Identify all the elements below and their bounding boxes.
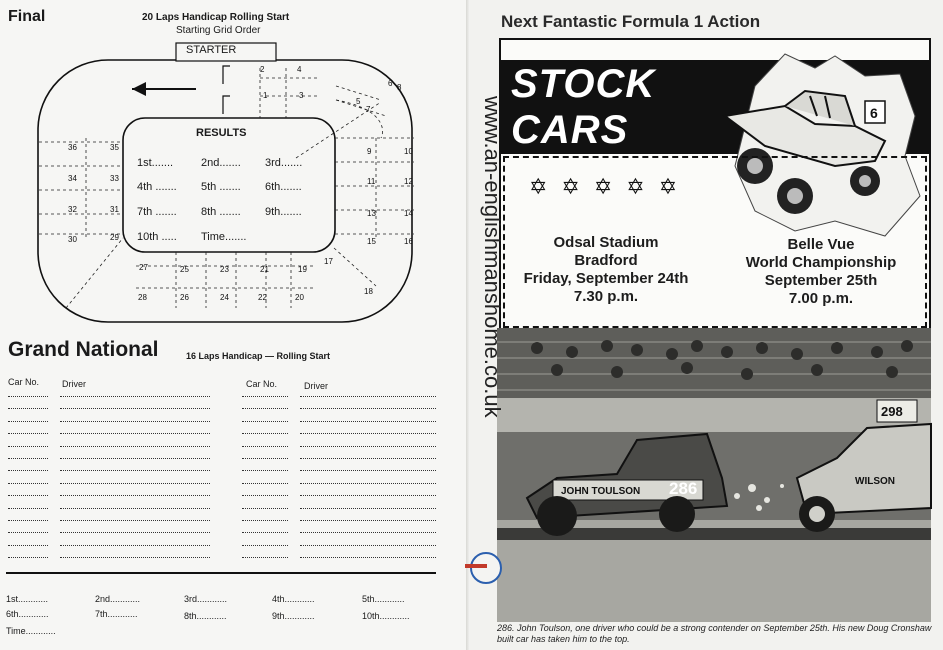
entry-line (242, 483, 288, 484)
grid-num: 29 (110, 233, 119, 242)
watermark-logo-flag-icon (465, 564, 487, 568)
entry-line (8, 483, 48, 484)
grid-num: 32 (68, 205, 77, 214)
entry-line (300, 458, 436, 459)
photo-caption: 286. John Toulson, one driver who could be a strong contender on September 25th. His new Doug Cronshaw built car has taken him to the top. (497, 623, 932, 644)
grid-num: 8 (397, 83, 402, 92)
grid-num: 15 (367, 237, 376, 246)
gn-result-5th: 5th............ (362, 594, 405, 604)
col-car-no-right: Car No. (246, 379, 278, 389)
grid-num: 6 (388, 79, 393, 88)
entry-line (242, 421, 288, 422)
entry-line (8, 458, 48, 459)
venue-bellevue-line3: September 25th (764, 272, 878, 289)
final-result-6th: 6th....... (265, 181, 302, 193)
entry-line (242, 446, 288, 447)
entry-line (300, 433, 436, 434)
entry-line (60, 545, 210, 546)
entry-line (242, 470, 288, 471)
entry-line (60, 483, 210, 484)
race-photo (497, 328, 931, 622)
entry-line (8, 421, 48, 422)
gn-result-4th: 4th............ (272, 594, 315, 604)
grid-num: 26 (180, 293, 189, 302)
stock-cars-poster (499, 38, 931, 332)
entry-line (8, 545, 48, 546)
entry-line (8, 433, 48, 434)
entry-line (8, 396, 48, 397)
gn-result-9th: 9th............ (272, 611, 315, 621)
entry-line (242, 557, 288, 558)
grid-num: 7 (366, 105, 371, 114)
grid-num: 34 (68, 174, 77, 183)
gn-result-2nd: 2nd............ (95, 594, 141, 604)
entry-line (8, 532, 48, 533)
entry-line (60, 446, 210, 447)
grid-num: 16 (404, 237, 413, 246)
entry-line (60, 470, 210, 471)
entry-line (60, 433, 210, 434)
photo-car-number: 286 (669, 479, 698, 498)
grid-num: 35 (110, 143, 119, 152)
grid-num: 3 (299, 91, 304, 100)
gn-result-6th: 6th............ (6, 609, 49, 619)
final-result-2nd: 2nd....... (201, 157, 241, 169)
entry-line (300, 408, 436, 409)
final-result-9th: 9th....... (265, 206, 302, 218)
venue-bellevue-line4: 7.00 p.m. (788, 290, 854, 307)
grid-num: 11 (367, 177, 376, 186)
next-action-heading: Next Fantastic Formula 1 Action (501, 12, 761, 31)
star-icon-row: ✡✡✡✡✡ (529, 174, 692, 199)
grid-num: 28 (138, 293, 147, 302)
entry-line (242, 408, 288, 409)
grid-num: 33 (110, 174, 119, 183)
entry-line (60, 557, 210, 558)
venue-odsal-line4: 7.30 p.m. (573, 288, 639, 305)
entry-line (60, 495, 210, 496)
entry-line (8, 495, 48, 496)
grid-num: 30 (68, 235, 77, 244)
final-subtitle: 20 Laps Handicap Rolling Start (142, 12, 290, 23)
venue-odsal-line2: Bradford (574, 252, 638, 269)
entry-line (60, 508, 210, 509)
entry-line (300, 446, 436, 447)
entry-line (8, 520, 48, 521)
grid-num: 10 (404, 147, 413, 156)
left-page (0, 0, 470, 650)
venue-odsal (511, 234, 701, 306)
entry-line (8, 446, 48, 447)
grid-num: 21 (260, 265, 269, 274)
entry-line (300, 483, 436, 484)
entry-line (60, 396, 210, 397)
entry-line (300, 396, 436, 397)
grid-num: 13 (367, 209, 376, 218)
grid-num: 14 (404, 209, 413, 218)
venue-bellevue-line1: Belle Vue (787, 236, 855, 253)
grid-num: 20 (295, 293, 304, 302)
entry-line (242, 495, 288, 496)
entry-line (60, 520, 210, 521)
entry-line (242, 545, 288, 546)
photo-rear-car-number: 298 (881, 404, 903, 419)
photo-sponsor: WILSON (855, 476, 895, 487)
grid-num: 31 (110, 205, 119, 214)
col-car-no-left: Car No. (8, 377, 40, 387)
grand-national-subtitle: 16 Laps Handicap — Rolling Start (186, 351, 331, 361)
col-driver-right: Driver (304, 381, 328, 391)
watermark-logo-icon (470, 552, 502, 584)
website-watermark (480, 96, 505, 536)
grid-num: 12 (404, 177, 413, 186)
poster-car-number: 6 (870, 105, 878, 121)
entry-line (242, 433, 288, 434)
gn-result-3rd: 3rd............ (184, 594, 228, 604)
entry-line (242, 520, 288, 521)
entry-line (242, 458, 288, 459)
grid-num: 1 (263, 91, 268, 100)
grid-num: 4 (297, 65, 302, 74)
final-result-time: Time....... (201, 231, 247, 243)
entry-line (60, 532, 210, 533)
final-result-10th: 10th ..... (137, 231, 177, 243)
results-label: RESULTS (196, 127, 247, 139)
grid-num: 27 (139, 263, 148, 272)
grand-national-title: Grand National (8, 338, 159, 361)
race-photo-scene (497, 328, 931, 622)
final-result-3rd: 3rd....... (265, 157, 303, 169)
gn-result-1st: 1st............ (6, 594, 49, 604)
grid-num: 23 (220, 265, 229, 274)
entry-line (300, 470, 436, 471)
gn-result-8th: 8th............ (184, 611, 227, 621)
entry-line (60, 458, 210, 459)
entry-line (300, 520, 436, 521)
col-driver-left: Driver (62, 379, 86, 389)
gn-result-time: Time............ (6, 626, 56, 636)
watermark-text: www.an-englishmanshome.co.uk (480, 96, 505, 418)
grid-num: 2 (260, 65, 265, 74)
grid-num: 36 (68, 143, 77, 152)
grid-num: 24 (220, 293, 229, 302)
final-subtitle-2: Starting Grid Order (176, 25, 261, 36)
entry-line (242, 396, 288, 397)
final-result-4th: 4th ....... (137, 181, 177, 193)
final-result-5th: 5th ....... (201, 181, 241, 193)
final-result-1st: 1st....... (137, 157, 174, 169)
entry-line (300, 545, 436, 546)
entry-line (242, 532, 288, 533)
entry-line (300, 495, 436, 496)
photo-car-name: JOHN TOULSON (561, 486, 641, 497)
entry-line (300, 532, 436, 533)
entry-line (60, 421, 210, 422)
grid-num: 19 (298, 265, 307, 274)
entry-line (60, 408, 210, 409)
venue-odsal-line3: Friday, September 24th (523, 270, 689, 287)
grid-num: 25 (180, 265, 189, 274)
gn-result-10th: 10th............ (362, 611, 410, 621)
final-result-8th: 8th ....... (201, 206, 241, 218)
starter-label: STARTER (186, 44, 237, 56)
grid-num: 5 (356, 97, 361, 106)
poster-cars-word: CARS (511, 108, 629, 152)
final-title: Final (8, 8, 46, 25)
grid-num: 18 (364, 287, 373, 296)
entry-line (300, 508, 436, 509)
entry-line (8, 557, 48, 558)
divider (6, 572, 436, 574)
entry-line (300, 421, 436, 422)
entry-line (8, 408, 48, 409)
grid-num: 17 (324, 257, 333, 266)
entry-line (8, 508, 48, 509)
grid-num: 22 (258, 293, 267, 302)
entry-line (242, 508, 288, 509)
venue-odsal-line1: Odsal Stadium (553, 234, 659, 251)
entry-line (300, 557, 436, 558)
venue-belle-vue (731, 236, 911, 308)
final-result-7th: 7th ....... (137, 206, 177, 218)
entry-line (8, 470, 48, 471)
poster-stock-word: STOCK (511, 62, 656, 106)
gn-result-7th: 7th............ (95, 609, 138, 619)
grid-num: 9 (367, 147, 372, 156)
venue-bellevue-line2: World Championship (745, 254, 897, 271)
